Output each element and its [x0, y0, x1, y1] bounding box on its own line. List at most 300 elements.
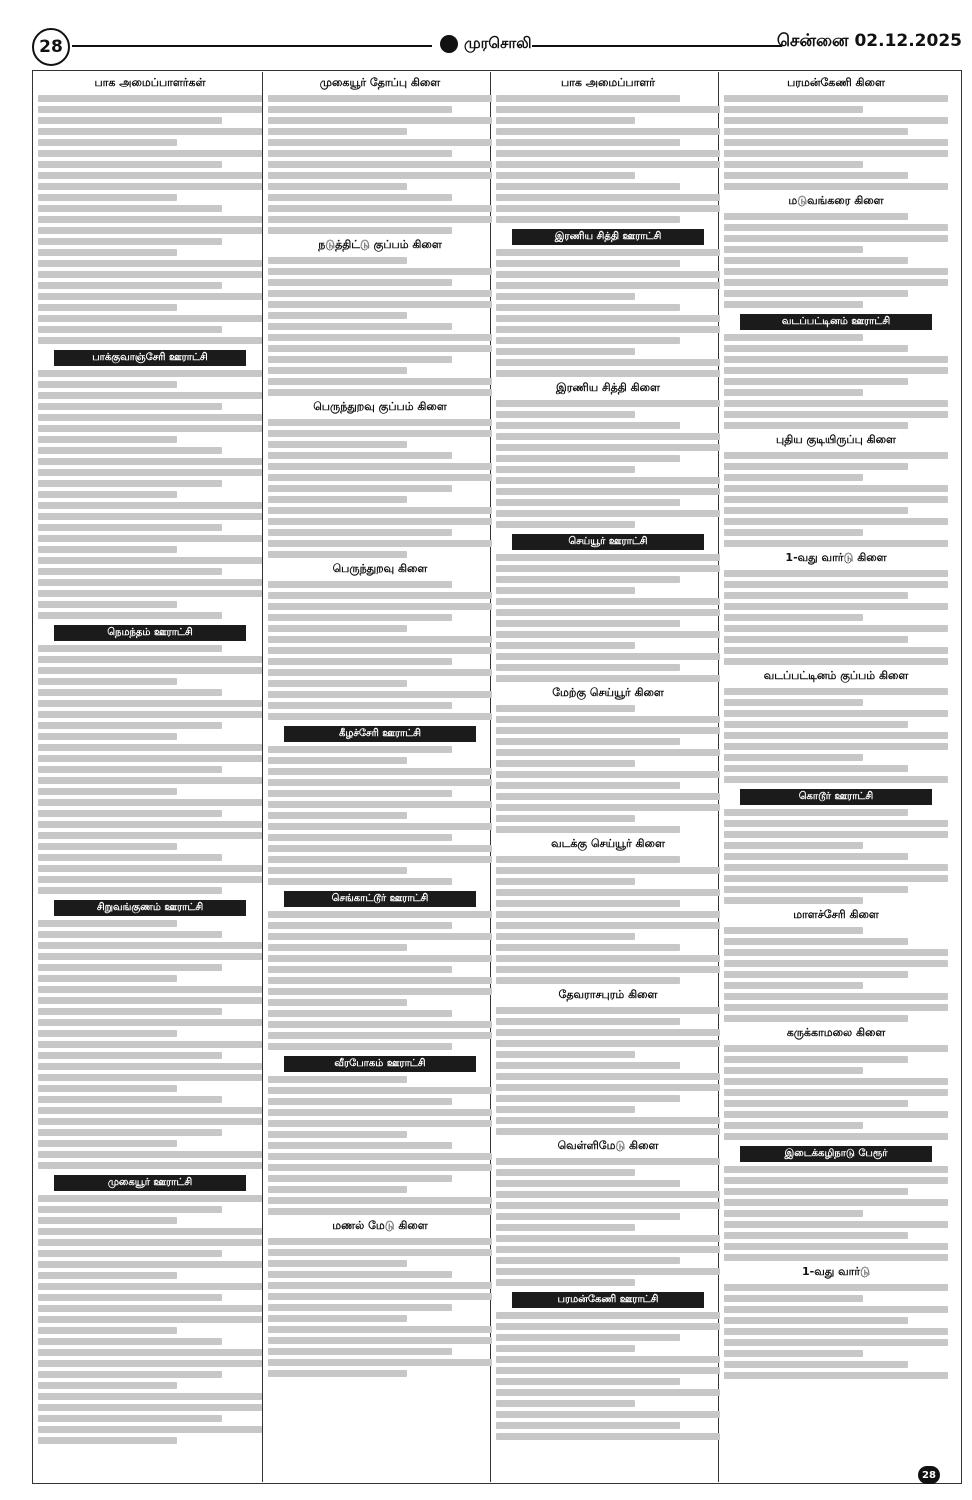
- text-line-placeholder: [724, 1056, 908, 1063]
- text-line-placeholder: [38, 1228, 262, 1235]
- text-line-placeholder: [496, 1389, 720, 1396]
- text-line-placeholder: [496, 183, 680, 190]
- text-line-placeholder: [38, 997, 262, 1004]
- text-line-placeholder: [38, 513, 262, 520]
- text-line-placeholder: [496, 1268, 720, 1275]
- text-line-placeholder: [496, 1345, 635, 1352]
- text-line-placeholder: [38, 480, 222, 487]
- text-line-placeholder: [38, 766, 222, 773]
- text-line-placeholder: [38, 150, 262, 157]
- text-line-placeholder: [496, 1334, 680, 1341]
- text-line-placeholder: [496, 1323, 720, 1330]
- text-line-placeholder: [724, 927, 863, 934]
- column-3: [496, 72, 720, 1482]
- text-line-placeholder: [496, 1312, 720, 1319]
- section-bar: செய்யூர் ஊராட்சி: [512, 534, 704, 550]
- text-line-placeholder: [496, 455, 680, 462]
- text-line-placeholder: [496, 642, 635, 649]
- text-line-placeholder: [724, 1111, 948, 1118]
- text-line-placeholder: [268, 452, 452, 459]
- text-line-placeholder: [496, 172, 635, 179]
- text-line-placeholder: [38, 172, 262, 179]
- text-line-placeholder: [268, 128, 407, 135]
- section-heading: மாளச்சேரி கிளை: [793, 908, 879, 921]
- section-heading: தேவராசபுரம் கிளை: [558, 988, 658, 1001]
- text-line-placeholder: [496, 1400, 635, 1407]
- text-line-placeholder: [496, 1191, 720, 1198]
- text-line-placeholder: [724, 150, 948, 157]
- text-line-placeholder: [38, 1206, 222, 1213]
- text-line-placeholder: [38, 524, 222, 531]
- text-line-placeholder: [724, 1306, 948, 1313]
- text-line-placeholder: [724, 518, 948, 525]
- text-line-placeholder: [268, 1359, 492, 1366]
- text-line-placeholder: [724, 949, 948, 956]
- masthead: [32, 28, 962, 68]
- text-line-placeholder: [268, 768, 492, 775]
- text-line-placeholder: [38, 469, 262, 476]
- text-line-placeholder: [724, 754, 863, 761]
- text-line-placeholder: [496, 315, 720, 322]
- text-line-placeholder: [496, 260, 680, 267]
- text-line-placeholder: [38, 392, 262, 399]
- text-line-placeholder: [724, 1004, 948, 1011]
- text-line-placeholder: [724, 400, 948, 407]
- section-heading: கருக்காமலை கிளை: [786, 1026, 886, 1039]
- paper-logo: [440, 31, 532, 57]
- text-line-placeholder: [268, 658, 452, 665]
- text-line-placeholder: [496, 631, 720, 638]
- text-line-placeholder: [38, 1294, 222, 1301]
- section-bar: வீரபோகம் ஊராட்சி: [284, 1056, 476, 1072]
- text-line-placeholder: [268, 1021, 492, 1028]
- text-line-placeholder: [496, 1084, 720, 1091]
- text-line-placeholder: [38, 1052, 222, 1059]
- text-line-placeholder: [268, 966, 452, 973]
- text-line-placeholder: [724, 1221, 948, 1228]
- text-line-placeholder: [724, 268, 948, 275]
- text-line-placeholder: [38, 1272, 177, 1279]
- text-line-placeholder: [724, 139, 948, 146]
- text-line-placeholder: [496, 400, 720, 407]
- text-line-placeholder: [724, 647, 948, 654]
- text-line-placeholder: [38, 95, 262, 102]
- text-line-placeholder: [38, 1382, 177, 1389]
- text-line-placeholder: [268, 1010, 452, 1017]
- section-heading: 1-வது வார்டு: [802, 1265, 870, 1278]
- footer-page-number: 28: [918, 1466, 940, 1484]
- text-line-placeholder: [724, 106, 863, 113]
- text-line-placeholder: [268, 441, 407, 448]
- text-line-placeholder: [268, 551, 407, 558]
- column-divider: [262, 72, 263, 1482]
- text-line-placeholder: [268, 95, 492, 102]
- text-line-placeholder: [496, 727, 720, 734]
- text-line-placeholder: [724, 334, 863, 341]
- text-line-placeholder: [268, 867, 407, 874]
- text-line-placeholder: [268, 988, 492, 995]
- text-line-placeholder: [724, 831, 948, 838]
- text-line-placeholder: [724, 603, 948, 610]
- text-line-placeholder: [496, 1433, 720, 1440]
- text-line-placeholder: [38, 337, 262, 344]
- text-line-placeholder: [38, 1250, 222, 1257]
- text-line-placeholder: [496, 771, 720, 778]
- text-line-placeholder: [38, 381, 177, 388]
- text-line-placeholder: [38, 1261, 262, 1268]
- dateline: சென்னை 02.12.2025: [776, 31, 962, 51]
- text-line-placeholder: [268, 1142, 452, 1149]
- text-line-placeholder: [268, 334, 492, 341]
- text-line-placeholder: [496, 1158, 720, 1165]
- section-bar: பரமன்கேணி ஊராட்சி: [512, 1292, 704, 1308]
- text-line-placeholder: [38, 1316, 262, 1323]
- text-line-placeholder: [268, 290, 492, 297]
- text-line-placeholder: [724, 897, 863, 904]
- text-line-placeholder: [496, 598, 720, 605]
- text-line-placeholder: [724, 842, 863, 849]
- text-line-placeholder: [724, 485, 948, 492]
- text-line-placeholder: [38, 722, 222, 729]
- text-line-placeholder: [38, 810, 222, 817]
- text-line-placeholder: [38, 183, 262, 190]
- text-line-placeholder: [268, 172, 492, 179]
- text-line-placeholder: [496, 1246, 720, 1253]
- text-line-placeholder: [38, 1283, 262, 1290]
- text-line-placeholder: [724, 411, 948, 418]
- text-line-placeholder: [268, 1153, 492, 1160]
- text-line-placeholder: [268, 1370, 407, 1377]
- text-line-placeholder: [38, 546, 177, 553]
- text-line-placeholder: [268, 106, 452, 113]
- text-line-placeholder: [38, 315, 262, 322]
- text-line-placeholder: [38, 1074, 262, 1081]
- text-line-placeholder: [268, 1348, 452, 1355]
- text-line-placeholder: [496, 609, 720, 616]
- text-line-placeholder: [496, 922, 720, 929]
- text-line-placeholder: [496, 815, 635, 822]
- text-line-placeholder: [724, 1166, 948, 1173]
- text-line-placeholder: [724, 128, 908, 135]
- text-line-placeholder: [38, 458, 262, 465]
- section-heading: இரணிய சித்தி கிளை: [556, 381, 660, 394]
- text-line-placeholder: [496, 889, 720, 896]
- text-line-placeholder: [724, 257, 908, 264]
- text-line-placeholder: [724, 658, 948, 665]
- paper-name: முரசொலி: [464, 34, 532, 52]
- text-line-placeholder: [268, 183, 407, 190]
- text-line-placeholder: [268, 603, 492, 610]
- text-line-placeholder: [496, 477, 720, 484]
- text-line-placeholder: [38, 1041, 262, 1048]
- text-line-placeholder: [38, 1371, 222, 1378]
- text-line-placeholder: [496, 900, 680, 907]
- text-line-placeholder: [724, 161, 863, 168]
- text-line-placeholder: [724, 636, 908, 643]
- text-line-placeholder: [268, 680, 407, 687]
- text-line-placeholder: [38, 139, 177, 146]
- text-line-placeholder: [38, 931, 222, 938]
- text-line-placeholder: [268, 367, 407, 374]
- text-line-placeholder: [496, 139, 680, 146]
- text-line-placeholder: [268, 485, 452, 492]
- text-line-placeholder: [496, 1224, 635, 1231]
- text-line-placeholder: [268, 757, 407, 764]
- text-line-placeholder: [268, 1032, 492, 1039]
- text-line-placeholder: [724, 474, 863, 481]
- text-line-placeholder: [268, 345, 492, 352]
- text-line-placeholder: [268, 540, 492, 547]
- text-line-placeholder: [724, 820, 948, 827]
- text-line-placeholder: [268, 419, 492, 426]
- text-line-placeholder: [38, 788, 177, 795]
- text-line-placeholder: [38, 777, 262, 784]
- text-line-placeholder: [38, 216, 262, 223]
- text-line-placeholder: [724, 938, 908, 945]
- text-line-placeholder: [38, 1008, 222, 1015]
- text-line-placeholder: [38, 733, 177, 740]
- text-line-placeholder: [724, 452, 948, 459]
- text-line-placeholder: [724, 1199, 948, 1206]
- text-line-placeholder: [38, 1129, 222, 1136]
- text-line-placeholder: [724, 290, 908, 297]
- text-line-placeholder: [268, 614, 452, 621]
- text-line-placeholder: [38, 1393, 262, 1400]
- text-line-placeholder: [268, 878, 452, 885]
- text-line-placeholder: [38, 194, 177, 201]
- text-line-placeholder: [38, 700, 262, 707]
- text-line-placeholder: [724, 183, 948, 190]
- text-line-placeholder: [496, 304, 680, 311]
- text-line-placeholder: [38, 645, 222, 652]
- text-line-placeholder: [268, 625, 407, 632]
- text-line-placeholder: [724, 172, 908, 179]
- text-line-placeholder: [724, 1078, 948, 1085]
- text-line-placeholder: [496, 1235, 720, 1242]
- text-line-placeholder: [268, 1293, 492, 1300]
- text-line-placeholder: [268, 1120, 492, 1127]
- text-line-placeholder: [496, 716, 720, 723]
- text-line-placeholder: [724, 1210, 863, 1217]
- text-line-placeholder: [38, 568, 222, 575]
- section-bar: கீழச்சேரி ஊராட்சி: [284, 726, 476, 742]
- text-line-placeholder: [724, 1243, 948, 1250]
- text-line-placeholder: [38, 1140, 177, 1147]
- text-line-placeholder: [724, 1361, 908, 1368]
- text-line-placeholder: [496, 521, 635, 528]
- text-line-placeholder: [38, 117, 222, 124]
- text-line-placeholder: [496, 911, 720, 918]
- text-line-placeholder: [724, 1100, 908, 1107]
- text-line-placeholder: [38, 1349, 262, 1356]
- text-line-placeholder: [38, 755, 262, 762]
- text-line-placeholder: [268, 474, 492, 481]
- text-line-placeholder: [38, 425, 262, 432]
- text-line-placeholder: [724, 378, 908, 385]
- text-line-placeholder: [496, 1018, 680, 1025]
- text-line-placeholder: [724, 776, 948, 783]
- text-line-placeholder: [38, 436, 177, 443]
- text-line-placeholder: [268, 268, 492, 275]
- text-line-placeholder: [724, 235, 948, 242]
- text-line-placeholder: [38, 227, 262, 234]
- text-line-placeholder: [268, 647, 492, 654]
- text-line-placeholder: [38, 326, 222, 333]
- text-line-placeholder: [496, 271, 720, 278]
- text-line-placeholder: [38, 1239, 262, 1246]
- text-line-placeholder: [724, 1317, 908, 1324]
- text-line-placeholder: [724, 463, 908, 470]
- page-number-badge: 28: [32, 28, 70, 66]
- section-heading: நடுத்திட்டு குப்பம் கிளை: [318, 238, 442, 251]
- text-line-placeholder: [268, 746, 452, 753]
- text-line-placeholder: [38, 128, 262, 135]
- text-line-placeholder: [268, 356, 452, 363]
- column-2: [268, 72, 492, 1482]
- text-line-placeholder: [268, 581, 452, 588]
- text-line-placeholder: [268, 702, 452, 709]
- text-line-placeholder: [268, 323, 452, 330]
- text-line-placeholder: [724, 971, 908, 978]
- text-line-placeholder: [496, 955, 720, 962]
- text-line-placeholder: [268, 389, 492, 396]
- text-line-placeholder: [496, 554, 720, 561]
- text-line-placeholder: [38, 1426, 262, 1433]
- text-line-placeholder: [724, 864, 948, 871]
- text-line-placeholder: [38, 1085, 177, 1092]
- text-line-placeholder: [268, 1076, 407, 1083]
- text-line-placeholder: [38, 370, 262, 377]
- text-line-placeholder: [268, 1131, 407, 1138]
- text-line-placeholder: [268, 117, 492, 124]
- text-line-placeholder: [38, 249, 177, 256]
- text-line-placeholder: [38, 1096, 222, 1103]
- text-line-placeholder: [724, 1284, 948, 1291]
- text-line-placeholder: [724, 699, 863, 706]
- text-line-placeholder: [38, 1415, 222, 1422]
- text-line-placeholder: [496, 444, 720, 451]
- text-line-placeholder: [268, 779, 492, 786]
- text-line-placeholder: [268, 1197, 492, 1204]
- text-line-placeholder: [724, 356, 948, 363]
- text-line-placeholder: [496, 826, 680, 833]
- text-line-placeholder: [268, 227, 452, 234]
- text-line-placeholder: [496, 587, 635, 594]
- text-line-placeholder: [496, 1117, 720, 1124]
- text-line-placeholder: [38, 161, 222, 168]
- text-line-placeholder: [38, 1162, 262, 1169]
- text-line-placeholder: [38, 854, 222, 861]
- text-line-placeholder: [268, 592, 492, 599]
- text-line-placeholder: [496, 293, 635, 300]
- text-line-placeholder: [268, 216, 492, 223]
- text-line-placeholder: [496, 749, 720, 756]
- text-line-placeholder: [268, 1175, 452, 1182]
- text-line-placeholder: [38, 1360, 262, 1367]
- text-line-placeholder: [496, 205, 720, 212]
- text-line-placeholder: [38, 403, 222, 410]
- text-line-placeholder: [724, 581, 948, 588]
- section-bar: கொடூர் ஊராட்சி: [740, 789, 932, 805]
- text-line-placeholder: [724, 592, 908, 599]
- column-4: [724, 72, 948, 1482]
- text-line-placeholder: [38, 447, 222, 454]
- text-line-placeholder: [496, 1356, 720, 1363]
- text-line-placeholder: [38, 271, 262, 278]
- text-line-placeholder: [268, 1109, 492, 1116]
- text-line-placeholder: [38, 601, 177, 608]
- text-line-placeholder: [724, 1328, 948, 1335]
- section-bar: முகையூர் ஊராட்சி: [54, 1175, 246, 1191]
- text-line-placeholder: [38, 920, 177, 927]
- text-line-placeholder: [38, 1305, 262, 1312]
- text-line-placeholder: [38, 590, 262, 597]
- text-line-placeholder: [496, 1180, 680, 1187]
- text-line-placeholder: [724, 1177, 948, 1184]
- text-line-placeholder: [724, 95, 948, 102]
- text-line-placeholder: [724, 960, 948, 967]
- text-line-placeholder: [38, 1195, 262, 1202]
- text-line-placeholder: [268, 691, 492, 698]
- text-line-placeholder: [38, 535, 262, 542]
- text-line-placeholder: [496, 653, 720, 660]
- text-line-placeholder: [268, 1249, 492, 1256]
- text-line-placeholder: [496, 620, 680, 627]
- text-line-placeholder: [724, 1133, 948, 1140]
- text-line-placeholder: [268, 194, 452, 201]
- section-heading: பெருந்துறவு குப்பம் கிளை: [313, 400, 447, 413]
- text-line-placeholder: [496, 664, 680, 671]
- text-line-placeholder: [268, 1271, 452, 1278]
- text-line-placeholder: [496, 977, 680, 984]
- text-line-placeholder: [268, 999, 407, 1006]
- text-line-placeholder: [38, 1338, 222, 1345]
- text-line-placeholder: [268, 301, 492, 308]
- section-heading: மடுவங்கரை கிளை: [788, 194, 884, 207]
- text-line-placeholder: [496, 1029, 720, 1036]
- text-line-placeholder: [724, 1254, 948, 1261]
- text-line-placeholder: [724, 732, 948, 739]
- text-line-placeholder: [496, 337, 680, 344]
- text-line-placeholder: [268, 812, 407, 819]
- text-line-placeholder: [496, 161, 720, 168]
- text-line-placeholder: [496, 1073, 720, 1080]
- text-line-placeholder: [724, 246, 863, 253]
- text-line-placeholder: [268, 1208, 492, 1215]
- text-line-placeholder: [496, 782, 680, 789]
- text-line-placeholder: [496, 510, 720, 517]
- text-line-placeholder: [724, 570, 948, 577]
- text-line-placeholder: [268, 845, 492, 852]
- text-line-placeholder: [496, 1169, 635, 1176]
- text-line-placeholder: [724, 993, 948, 1000]
- text-line-placeholder: [38, 304, 177, 311]
- text-line-placeholder: [496, 738, 680, 745]
- text-line-placeholder: [38, 238, 222, 245]
- text-line-placeholder: [268, 205, 492, 212]
- text-line-placeholder: [724, 1232, 908, 1239]
- text-line-placeholder: [268, 1326, 492, 1333]
- text-line-placeholder: [38, 205, 222, 212]
- text-line-placeholder: [724, 1350, 863, 1357]
- text-line-placeholder: [38, 942, 262, 949]
- text-line-placeholder: [724, 389, 863, 396]
- text-line-placeholder: [724, 213, 908, 220]
- text-line-placeholder: [38, 1327, 177, 1334]
- text-line-placeholder: [268, 856, 492, 863]
- text-line-placeholder: [496, 1378, 680, 1385]
- text-line-placeholder: [496, 565, 720, 572]
